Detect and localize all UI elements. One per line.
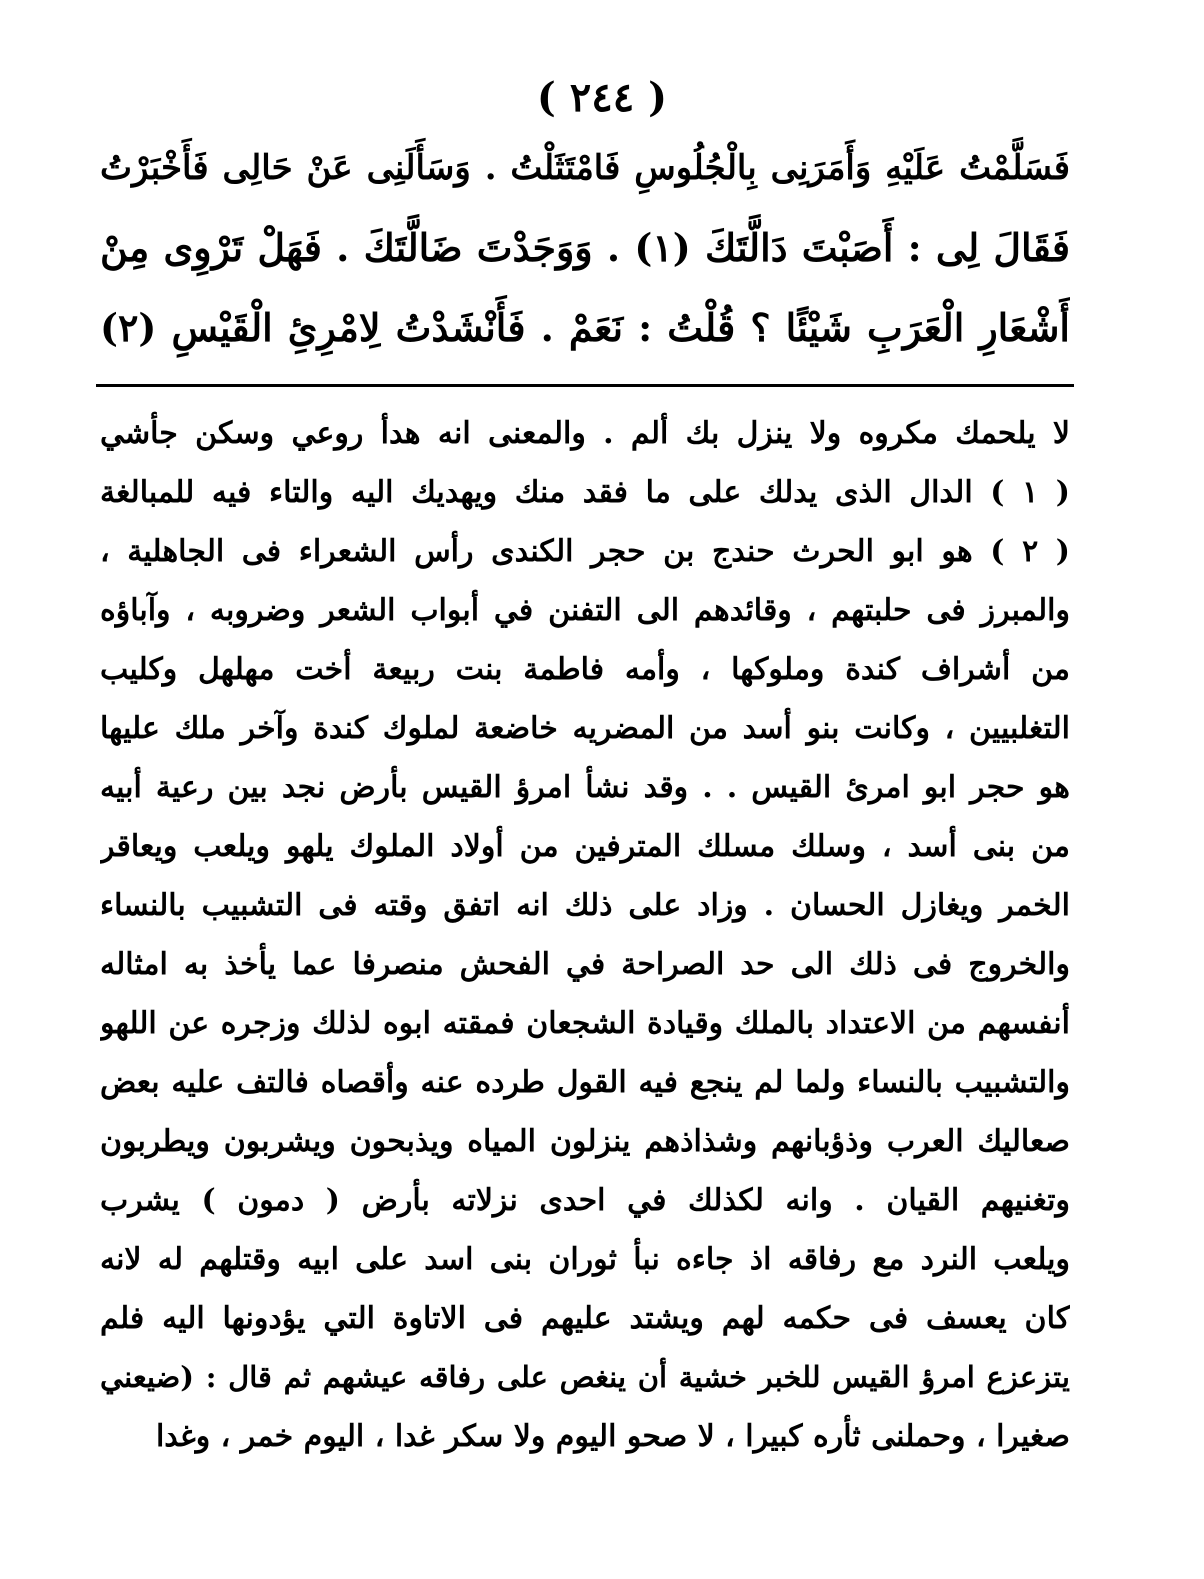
footnote-line: الخمر ويغازل الحسان . وزاد على ذلك انه اتفق وقته فى التشبيب بالنساء — [100, 888, 1070, 923]
footnote-line: والمبرز فى حلبتهم ، وقائدهم الى التفنن في أبواب الشعر وضروبه ، وآباؤه — [100, 593, 1070, 628]
main-text-line: فَقَالَ لِى : أَصَبْتَ دَالَّتَكَ (١) . وَوَجَدْتَ ضَالَّتَكَ . فَهَلْ تَرْوِى مِنْ — [100, 225, 1070, 270]
footnote-line: التغلبيين ، وكانت بنو أسد من المضريه خاضعة لملوك كندة وآخر ملك عليها — [100, 711, 1070, 746]
footnote-line: والخروج فى ذلك الى حد الصراحة في الفحش منصرفا عما يأخذ به امثاله — [100, 947, 1070, 982]
footnotes-block — [100, 404, 1070, 1466]
main-text-line: أَشْعَارِ الْعَرَبِ شَيْئًا ؟ قُلْتُ : نَعَمْ . فَأَنْشَدْتُ لِامْرِئِ الْقَيْسِ (٢) — [100, 305, 1070, 350]
footnote-separator-rule — [96, 384, 1074, 387]
main-text-block — [100, 128, 1070, 368]
footnote-line: هو حجر ابو امرئ القيس . . وقد نشأ امرؤ القيس بأرض نجد بين رعية أبيه — [100, 770, 1070, 805]
page-number: ( ٢٤٤ ) — [536, 74, 668, 121]
main-text-line: فَسَلَّمْتُ عَلَيْهِ وَأَمَرَنِى بِالْجُلُوسِ فَامْتَثَلْتُ . وَسَأَلَنِى عَنْ حَالِى فَأَخْبَرْتُ — [100, 148, 1070, 188]
footnote-line: كان يعسف فى حكمه لهم ويشتد عليهم فى الاتاوة التي يؤدونها اليه فلم — [100, 1301, 1070, 1336]
footnote-line: صغيرا ، وحملنى ثأره كبيرا ، لا صحو اليوم ولا سكر غدا ، اليوم خمر ، وغدا — [155, 1419, 1070, 1454]
footnote-line: والتشبيب بالنساء ولما لم ينجع فيه القول طرده عنه وأقصاه فالتف عليه بعض — [100, 1065, 1070, 1100]
footnote-line: ( ١ ) الدال الذى يدلك على ما فقد منك ويهديك اليه والتاء فيه للمبالغة — [100, 475, 1070, 510]
footnote-line: من أشراف كندة وملوكها ، وأمه فاطمة بنت ربيعة أخت مهلهل وكليب — [100, 652, 1070, 687]
footnote-line: ( ٢ ) هو ابو الحرث حندج بن حجر الكندى رأس الشعراء فى الجاهلية ، — [100, 534, 1070, 569]
footnote-line: من بنى أسد ، وسلك مسلك المترفين من أولاد الملوك يلهو ويلعب ويعاقر — [100, 829, 1070, 864]
footnote-line: صعاليك العرب وذؤبانهم وشذاذهم ينزلون المياه ويذبحون ويشربون ويطربون — [100, 1124, 1070, 1159]
footnote-line: لا يلحمك مكروه ولا ينزل بك ألم . والمعنى انه هدأ روعي وسكن جأشي — [100, 416, 1070, 451]
footnote-line: وتغنيهم القيان . وانه لكذلك في احدى نزلاته بأرض ( دمون ) يشرب — [100, 1183, 1070, 1218]
footnote-line: يتزعزع امرؤ القيس للخبر خشية أن ينغص على رفاقه عيشهم ثم قال : (ضيعني — [100, 1360, 1070, 1394]
footnote-line: ويلعب النرد مع رفاقه اذ جاءه نبأ ثوران بنى اسد على ابيه وقتلهم له لانه — [100, 1242, 1070, 1277]
footnote-line: أنفسهم من الاعتداد بالملك وقيادة الشجعان فمقته ابوه لذلك وزجره عن اللهو — [100, 1006, 1070, 1041]
